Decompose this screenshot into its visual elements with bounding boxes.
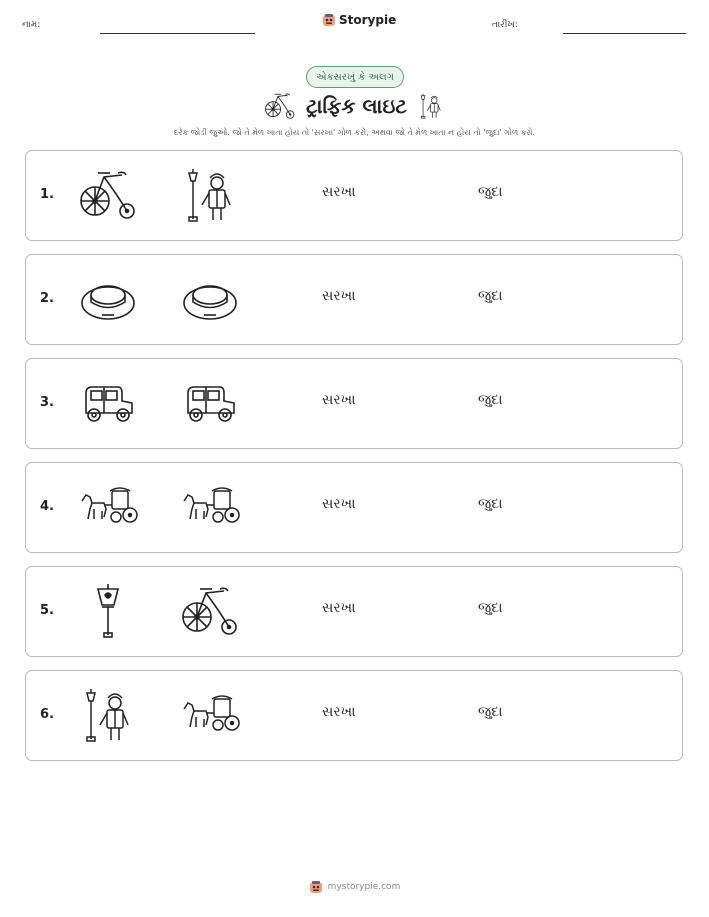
different-option[interactable]: જુદા: [478, 600, 503, 616]
storypie-logo-icon: [309, 880, 323, 894]
horse-carriage-icon: [180, 685, 240, 745]
row-number: 5.: [40, 603, 54, 618]
row-number: 4.: [40, 499, 54, 514]
different-option[interactable]: જુદા: [478, 184, 503, 200]
row-5: [25, 566, 683, 657]
row-number: 3.: [40, 395, 54, 410]
row-3: [25, 358, 683, 449]
row-2: [25, 254, 683, 345]
lamppost-person-icon: [180, 165, 240, 225]
page-title: ટ્રાફિક લાઇટ: [306, 94, 407, 118]
same-option[interactable]: સરખા: [322, 184, 356, 200]
row-6: [25, 670, 683, 761]
name-label: નામ:: [22, 20, 41, 30]
different-option[interactable]: જુદા: [478, 288, 503, 304]
row-number: 1.: [40, 187, 54, 202]
topic-badge: એકસરખું કે અલગ: [306, 66, 404, 88]
same-option[interactable]: સરખા: [322, 704, 356, 720]
storypie-logo-icon: [322, 13, 336, 27]
date-line[interactable]: [563, 33, 686, 34]
same-option[interactable]: સરખા: [322, 496, 356, 512]
same-option[interactable]: સરખા: [322, 600, 356, 616]
same-option[interactable]: સરખા: [322, 288, 356, 304]
different-option[interactable]: જુદા: [478, 704, 503, 720]
car-icon: [78, 373, 138, 433]
footer: [0, 880, 709, 894]
button-icon: [180, 269, 240, 329]
name-line[interactable]: [100, 33, 255, 34]
horse-carriage-icon: [180, 477, 240, 537]
car-icon: [180, 373, 240, 433]
lamppost-icon: [78, 581, 138, 641]
bicycle-icon: [180, 581, 240, 641]
lamppost-person-icon: [417, 90, 445, 122]
date-label: તારીખ:: [492, 20, 518, 30]
different-option[interactable]: જુદા: [478, 392, 503, 408]
title-row: [0, 90, 709, 122]
brand: [322, 13, 396, 27]
brand-name: Storypie: [339, 13, 397, 27]
horse-carriage-icon: [78, 477, 138, 537]
row-number: 2.: [40, 291, 54, 306]
instructions: દરેક જોડી જુઓ. જો તે મેળ ખાતા હોય તો 'સરખા' ગોળ કરો, અથવા જો તે મેળ ખાતા ન હોય તો 'જુદા' ગોળ કરો.: [173, 128, 536, 137]
button-icon: [78, 269, 138, 329]
row-1: [25, 150, 683, 241]
bicycle-icon: [264, 90, 296, 122]
different-option[interactable]: જુદા: [478, 496, 503, 512]
bicycle-icon: [78, 165, 138, 225]
row-4: [25, 462, 683, 553]
row-number: 6.: [40, 707, 54, 722]
footer-url[interactable]: mystorypie.com: [327, 882, 401, 892]
lamppost-person-icon: [78, 685, 138, 745]
same-option[interactable]: સરખા: [322, 392, 356, 408]
